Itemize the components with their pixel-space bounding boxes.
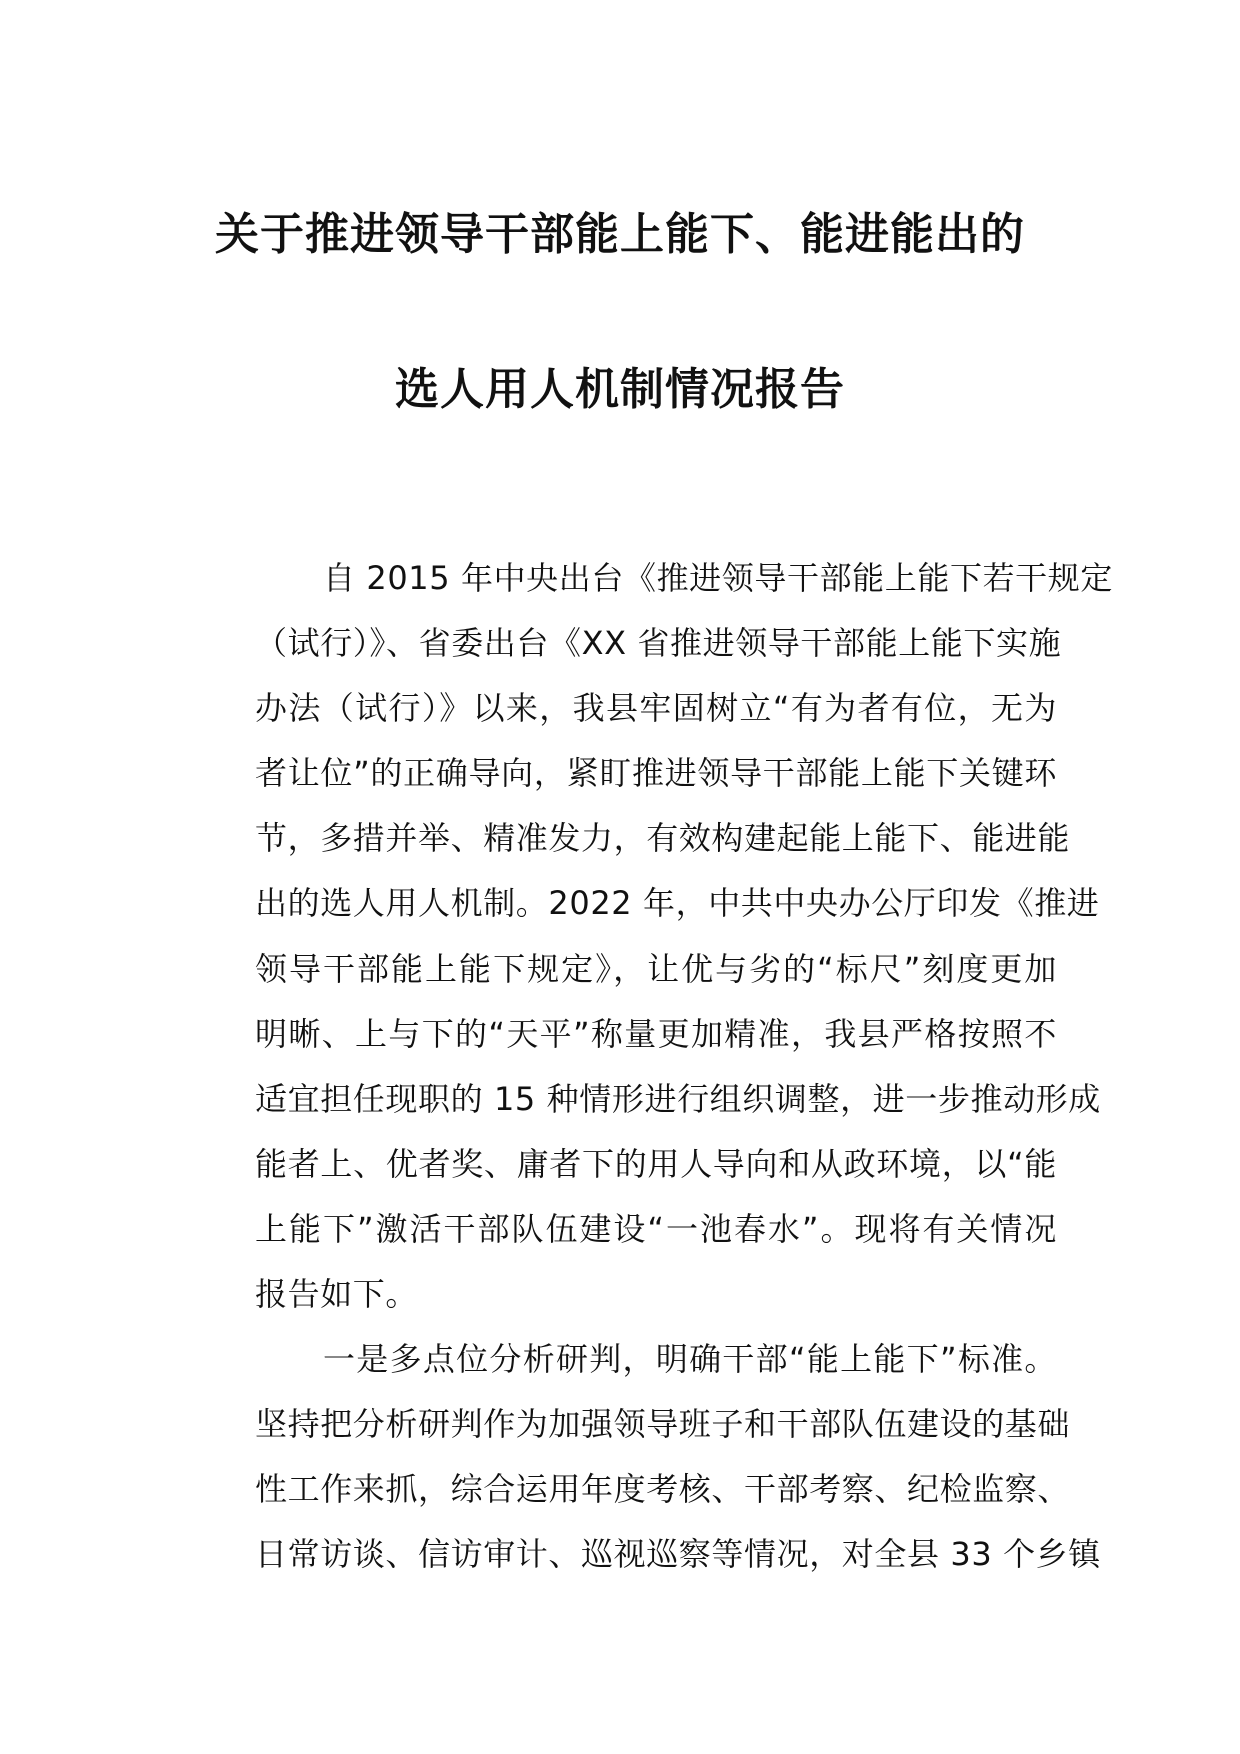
- document-title-line-1: 关于推进领导干部能上能下、能进能出的: [215, 209, 1025, 260]
- paragraph-line: 领导干部能上能下规定》，让优与劣的“标尺”刻度更加: [255, 949, 1057, 988]
- document-title-line-2: 选人用人机制情况报告: [395, 364, 845, 415]
- paragraph-line: 上能下”激活干部队伍建设“一池春水”。现将有关情况: [255, 1209, 1057, 1248]
- paragraph-line: 坚持把分析研判作为加强领导班子和干部队伍建设的基础: [255, 1405, 1071, 1444]
- paragraph-line: 报告如下。: [255, 1275, 419, 1314]
- paragraph-line: 自 2015 年中央出台《推进领导干部能上能下若干规定: [323, 559, 1113, 597]
- paragraph-line: 一是多点位分析研判，明确干部“能上能下”标准。: [323, 1340, 1057, 1379]
- paragraph-line: 出的选人用人机制。2022 年，中共中央办公厅印发《推进: [255, 884, 1100, 923]
- paragraph-2: [187, 1327, 1101, 1587]
- paragraph-line: 明晰、上与下的“天平”称量更加精准，我县严格按照不: [255, 1014, 1057, 1053]
- paragraph-line: 适宜担任现职的 15 种情形进行组织调整，进一步推动形成: [255, 1079, 1101, 1118]
- paragraph-line: 能者上、优者奖、庸者下的用人导向和从政环境，以“能: [255, 1144, 1057, 1183]
- paragraph-line: 办法（试行）》以来，我县牢固树立“有为者有位，无为: [255, 689, 1057, 728]
- paragraph-line: 节，多措并举、精准发力，有效构建起能上能下、能进能: [255, 819, 1071, 858]
- paragraph-line: 者让位”的正确导向，紧盯推进领导干部能上能下关键环: [255, 754, 1057, 793]
- document-body: [187, 546, 1113, 1588]
- paragraph-line: （试行）》、省委出台《XX 省推进领导干部能上能下实施: [255, 624, 1062, 663]
- paragraph-line: 性工作来抓，综合运用年度考核、干部考察、纪检监察、: [255, 1470, 1071, 1509]
- paragraph-line: 日常访谈、信访审计、巡视巡察等情况，对全县 33 个乡镇: [255, 1535, 1101, 1574]
- paragraph-1: [187, 546, 1113, 1327]
